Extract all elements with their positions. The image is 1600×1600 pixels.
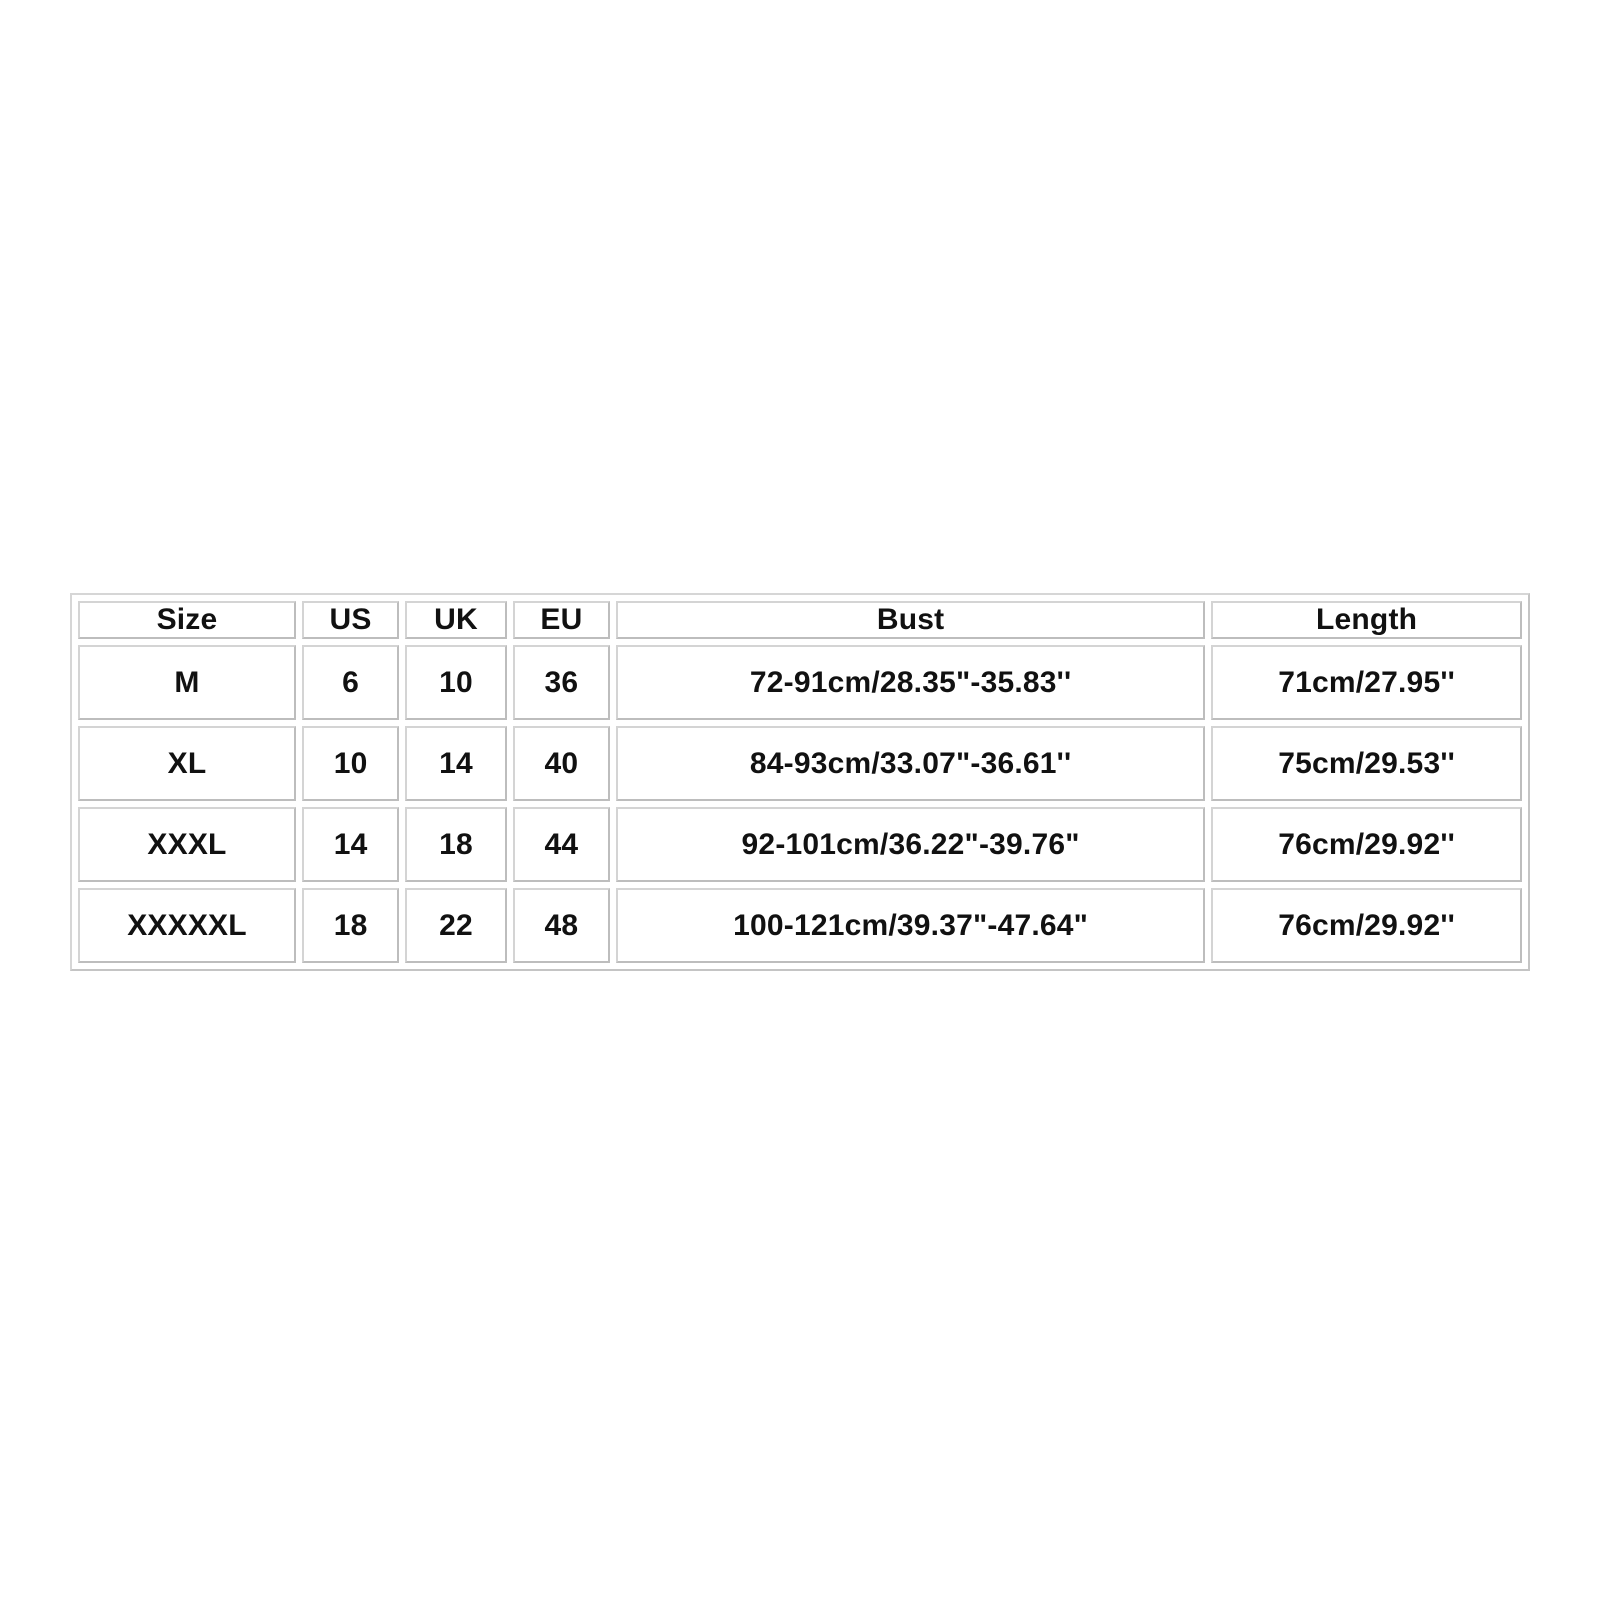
cell-eu: 48 [513,888,610,963]
cell-eu: 40 [513,726,610,801]
cell-bust: 84-93cm/33.07"-36.61'' [616,726,1205,801]
table-row [78,807,1522,882]
cell-eu: 44 [513,807,610,882]
cell-bust: 72-91cm/28.35"-35.83'' [616,645,1205,720]
cell-us: 10 [302,726,399,801]
cell-us: 6 [302,645,399,720]
cell-bust: 92-101cm/36.22"-39.76" [616,807,1205,882]
header-uk: UK [405,601,507,639]
table-row [78,645,1522,720]
cell-size: XXXL [78,807,296,882]
table-row [78,888,1522,963]
size-chart [70,593,1530,971]
cell-length: 76cm/29.92'' [1211,807,1522,882]
cell-length: 71cm/27.95'' [1211,645,1522,720]
header-size: Size [78,601,296,639]
cell-length: 76cm/29.92'' [1211,888,1522,963]
table-row [78,726,1522,801]
cell-uk: 14 [405,726,507,801]
header-eu: EU [513,601,610,639]
cell-uk: 22 [405,888,507,963]
header-us: US [302,601,399,639]
cell-eu: 36 [513,645,610,720]
cell-uk: 10 [405,645,507,720]
cell-size: XL [78,726,296,801]
cell-length: 75cm/29.53'' [1211,726,1522,801]
cell-bust: 100-121cm/39.37"-47.64" [616,888,1205,963]
header-row [78,601,1522,639]
cell-size: XXXXXL [78,888,296,963]
size-table [72,595,1528,969]
cell-us: 18 [302,888,399,963]
cell-size: M [78,645,296,720]
cell-uk: 18 [405,807,507,882]
cell-us: 14 [302,807,399,882]
header-length: Length [1211,601,1522,639]
header-bust: Bust [616,601,1205,639]
